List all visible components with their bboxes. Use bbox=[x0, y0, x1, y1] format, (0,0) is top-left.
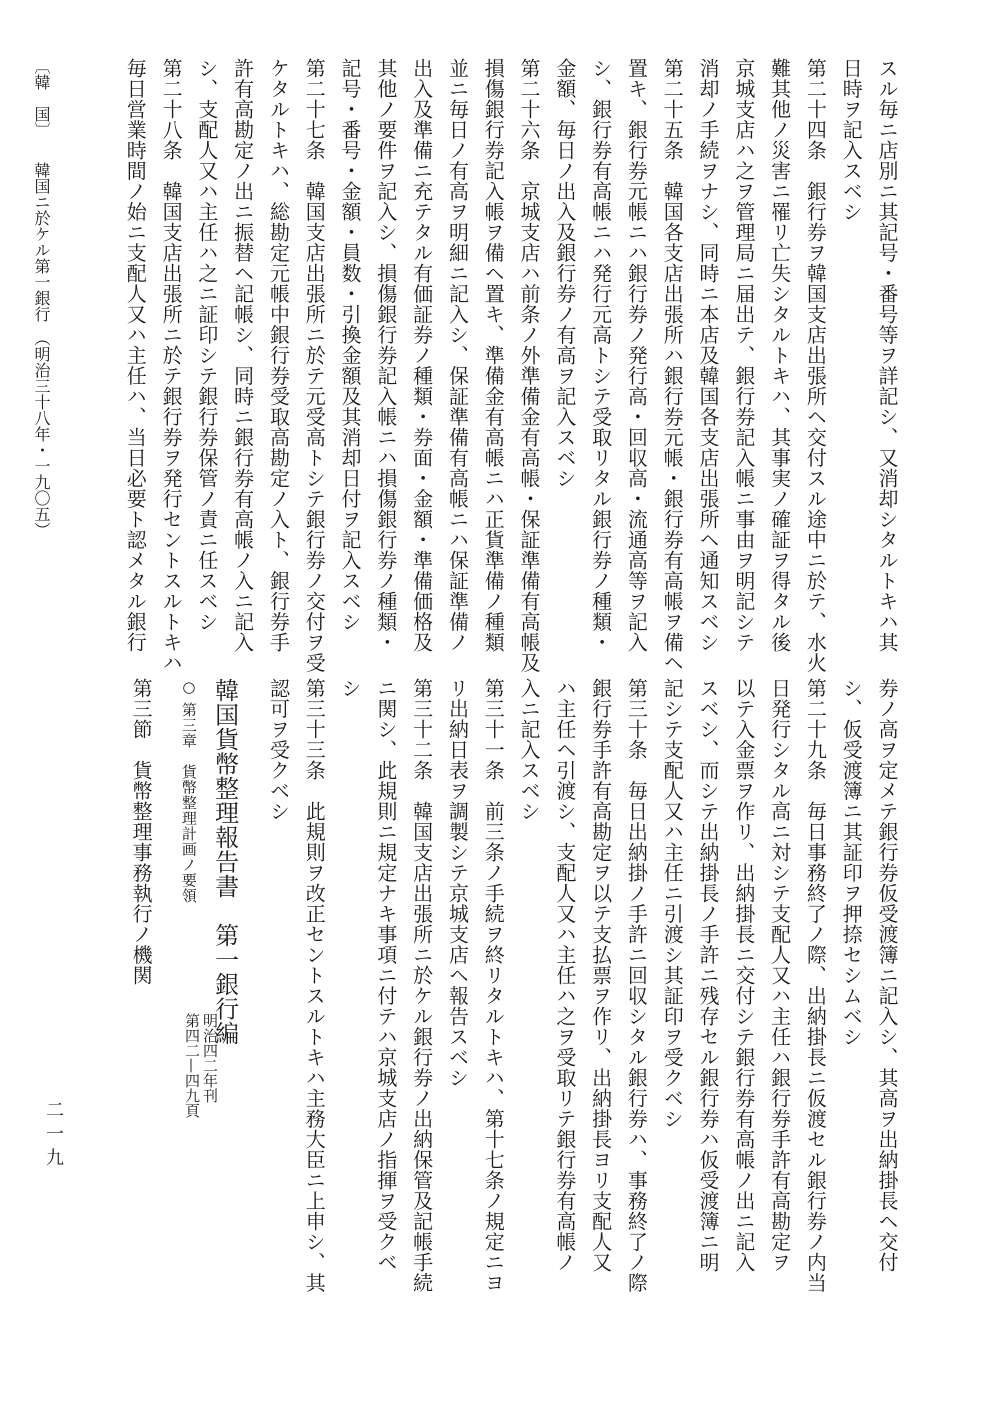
article-25: 第二十五条 韓国各支店出張所ハ銀行券元帳・銀行券有高帳ヲ備ヘ bbox=[660, 58, 685, 673]
text-column: 以テ入金票ヲ作リ、出納掛長ニ交付シテ銀行券有高帳ノ出ニ記入 bbox=[731, 678, 756, 1273]
source-note-pages: 第四二—四九頁 bbox=[183, 1013, 201, 1118]
text-column: ハ主任ヘ引渡シ、支配人又ハ主任ハ之ヲ受取リテ銀行券有高帳ノ bbox=[552, 678, 577, 1273]
text-column: スベシ、而シテ出納掛長ノ手許ニ残存セル銀行券ハ仮受渡簿ニ明 bbox=[696, 678, 721, 1273]
text-column: 券ノ高ヲ定メテ銀行券仮受渡簿ニ記入シ、其高ヲ出納掛長ヘ交付 bbox=[875, 678, 899, 1273]
running-head: 〔韓 国〕 韓国ニ於ケル第一銀行 （明治三十八年・一九〇五） bbox=[32, 58, 51, 538]
text-column: 記シテ支配人又ハ主任ニ引渡シ其証印ヲ受クベシ bbox=[660, 678, 685, 1129]
article-31: 第三十一条 前三条ノ手続ヲ終リタルトキハ、第十七条ノ規定ニヨ bbox=[481, 678, 506, 1293]
article-30: 第三十条 毎日出納掛ノ手許ニ回収シタル銀行券ハ、事務終了ノ際 bbox=[624, 678, 649, 1293]
article-28: 第二十八条 韓国支店出張所ニ於テ銀行券ヲ発行セントスルトキハ bbox=[159, 58, 184, 673]
article-27: 第二十七条 韓国支店出張所ニ於テ元受高トシテ銀行券ノ交付ヲ受 bbox=[302, 58, 327, 673]
text-column: シ、銀行券有高帳ニハ発行元高トシテ受取リタル銀行券ノ種類・ bbox=[588, 58, 613, 653]
text-column: 消却ノ手続ヲナシ、同時ニ本店及韓国各支店出張所ヘ通知スベシ bbox=[696, 58, 721, 653]
section-heading: 第三節 貨幣整理事務執行ノ機関 bbox=[129, 678, 154, 986]
page-number: 二一九 bbox=[43, 1100, 64, 1172]
text-column: 置キ、銀行券元帳ニハ銀行券ノ発行高・回収高・流通高等ヲ記入 bbox=[624, 58, 649, 653]
text-column: 入ニ記入スベシ bbox=[517, 678, 542, 822]
text-column: ニ関シ、此規則ニ規定ナキ事項ニ付テハ京城支店ノ指揮ヲ受クベ bbox=[373, 678, 398, 1273]
article-32: 第三十二条 韓国支店出張所ニ於ケル銀行券ノ出納保管及記帳手続 bbox=[409, 678, 434, 1293]
text-column: スル毎ニ店別ニ其記号・番号等ヲ詳記シ、又消却シタルトキハ其 bbox=[875, 58, 899, 653]
text-column: 其他ノ要件ヲ記入シ、損傷銀行券記入帳ニハ損傷銀行券ノ種類・ bbox=[373, 58, 398, 653]
column-spacer bbox=[242, 678, 260, 1368]
source-title: 韓国貨幣整理報告書 第一銀行編 bbox=[210, 678, 239, 1046]
text-column: シ、支配人又ハ主任ハ之ニ証印シテ銀行券保管ノ責ニ任スベシ bbox=[194, 58, 219, 632]
text-column: シ、仮受渡簿ニ其証印ヲ押捺セシムベシ bbox=[839, 678, 864, 1047]
text-column: リ出納日表ヲ調製シテ京城支店ヘ報告スベシ bbox=[445, 678, 470, 1088]
article-29: 第二十九条 毎日事務終了ノ際、出納掛長ニ仮渡セル銀行券ノ内当 bbox=[803, 678, 828, 1293]
article-26: 第二十六条 京城支店ハ前条ノ外準備金有高帳・保証準備有高帳及 bbox=[517, 58, 542, 673]
text-column: シ bbox=[338, 678, 363, 699]
column-spacer bbox=[158, 678, 170, 1368]
chapter-heading: ○ 第三章 貨幣整理計画ノ要領 bbox=[179, 678, 198, 904]
lower-text-block bbox=[122, 678, 904, 1368]
text-column: 難其他ノ災害ニ罹リ亡失シタルトキハ、其事実ノ確証ヲ得タル後 bbox=[767, 58, 792, 653]
text-column: ケタルトキハ、総勘定元帳中銀行券受取高勘定ノ入ト、銀行券手 bbox=[266, 58, 291, 653]
source-note-date: 明治四二年刊 bbox=[201, 1013, 219, 1103]
text-column: 損傷銀行券記入帳ヲ備ヘ置キ、準備金有高帳ニハ正貨準備ノ種類 bbox=[481, 58, 506, 653]
upper-text-block bbox=[116, 58, 904, 673]
article-24: 第二十四条 銀行券ヲ韓国支店出張所ヘ交付スル途中ニ於テ、水火 bbox=[803, 58, 828, 673]
text-column: 銀行券手許有高勘定ヲ以テ支払票ヲ作リ、出納掛長ヨリ支配人又 bbox=[588, 678, 613, 1273]
text-column: 許有高勘定ノ出ニ振替ヘ記帳シ、同時ニ銀行券有高帳ノ入ニ記入 bbox=[230, 58, 255, 653]
text-column: 日時ヲ記入スベシ bbox=[839, 58, 864, 222]
text-column: 出入及準備ニ充テタル有価証券ノ種類・券面・金額・準備価格及 bbox=[409, 58, 434, 653]
text-column: 日発行シタル高ニ対シテ支配人又ハ主任ハ銀行券手許有高勘定ヲ bbox=[767, 678, 792, 1273]
text-column: 認可ヲ受クベシ bbox=[266, 678, 291, 822]
text-column: 金額、毎日ノ出入及銀行券ノ有高ヲ記入スベシ bbox=[552, 58, 577, 489]
text-column: 記号・番号・金額・員数・引換金額及其消却日付ヲ記入スベシ bbox=[338, 58, 363, 632]
text-column: 毎日営業時間ノ始ニ支配人又ハ主任ハ、当日必要ト認メタル銀行 bbox=[123, 58, 148, 653]
text-column: 京城支店ハ之ヲ管理局ニ届出テ、銀行券記入帳ニ事由ヲ明記シテ bbox=[731, 58, 756, 653]
text-column: 並ニ毎日ノ有高ヲ明細ニ記入シ、保証準備有高帳ニハ保証準備ノ bbox=[445, 58, 470, 653]
article-33: 第三十三条 此規則ヲ改正セントスルトキハ主務大臣ニ上申シ、其 bbox=[302, 678, 327, 1293]
